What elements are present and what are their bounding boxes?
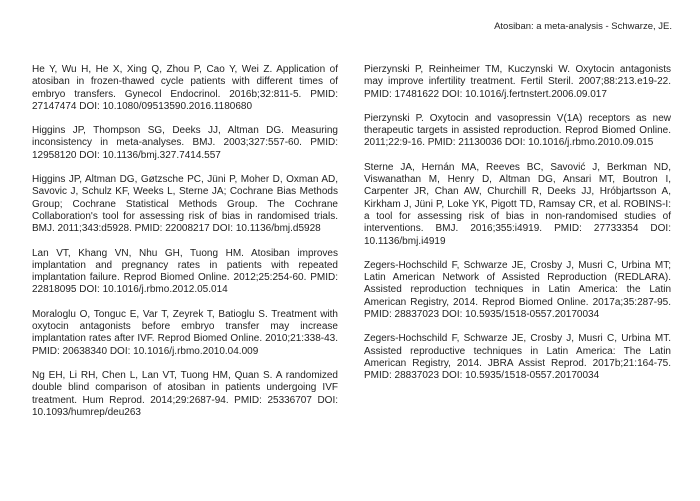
reference-entry: Pierzynski P, Reinheimer TM, Kuczynski W. Oxytocin antagonists may improve infertility treatment. Fertil Steril. 2007;88:213.e19-22. PMID: 17481622 DOI: 10.1016/j.fertnstert.2006.09.017 xyxy=(364,64,671,100)
reference-entry: Moraloglu O, Tonguc E, Var T, Zeyrek T, Batioglu S. Treatment with oxytocin antagonists before embryo transfer may increase implantation rates after IVF. Reprod Biomed Online. 2010;21:338-43. PMID: 20638340 DOI: 10.1016/j.rbmo.2010.04.009 xyxy=(32,308,338,357)
references-columns xyxy=(32,64,671,431)
reference-entry: Higgins JP, Altman DG, Gøtzsche PC, Jüni P, Moher D, Oxman AD, Savovic J, Schulz KF, Weeks L, Sterne JA; Cochrane Bias Methods Group; Cochrane Statistical Methods Group. The Cochrane Collaboration's tool for assessing risk of bias in randomised trials. BMJ. 2011;343:d5928. PMID: 22008217 DOI: 10.1136/bmj.d5928 xyxy=(32,174,338,235)
reference-entry: He Y, Wu H, He X, Xing Q, Zhou P, Cao Y, Wei Z. Application of atosiban in frozen-thawed cycle patients with different times of embryo transfers. Gynecol Endocrinol. 2016b;32:811-5. PMID: 27147474 DOI: 10.1080/09513590.2016.1180680 xyxy=(32,64,338,112)
reference-entry: Ng EH, Li RH, Chen L, Lan VT, Tuong HM, Quan S. A randomized double blind comparison of atosiban in patients undergoing IVF treatment. Hum Reprod. 2014;29:2687-94. PMID: 25336707 DOI: 10.1093/humrep/deu263 xyxy=(32,369,338,418)
reference-entry: Sterne JA, Hernán MA, Reeves BC, Savović J, Berkman ND, Viswanathan M, Henry D, Altman DG, Ansari MT, Boutron I, Carpenter JR, Chan AW, Churchill R, Deeks JJ, Hróbjartsson A, Kirkham J, Jüni P, Loke YK, Pigott TD, Ramsay CR, et al. ROBINS-I: a tool for assessing risk of bias in non-randomised studies of interventions. BMJ. 2016;355:i4919. PMID: 27733354 DOI: 10.1136/bmj.i4919 xyxy=(364,161,671,247)
references-column-right xyxy=(364,64,671,431)
reference-entry: Lan VT, Khang VN, Nhu GH, Tuong HM. Atosiban improves implantation and pregnancy rates in patients with repeated implantation failure. Reprod Biomed Online. 2012;25:254-60. PMID: 22818095 DOI: 10.1016/j.rbmo.2012.05.014 xyxy=(32,247,338,296)
reference-entry: Higgins JP, Thompson SG, Deeks JJ, Altman DG. Measuring inconsistency in meta-analyses. BMJ. 2003;327:557-60. PMID: 12958120 DOI: 10.1136/bmj.327.7414.557 xyxy=(32,125,338,161)
reference-entry: Zegers-Hochschild F, Schwarze JE, Crosby J, Musri C, Urbina MT. Assisted reproductive techniques in Latin America: The Latin American Registry, 2014. JBRA Assist Reprod. 2017b;21:164-75. PMID: 28837023 DOI: 10.5935/1518-0557.20170034 xyxy=(364,333,671,382)
references-column-left xyxy=(32,64,338,431)
running-header: Atosiban: a meta-analysis - Schwarze, JE. xyxy=(494,21,672,32)
reference-entry: Pierzynski P. Oxytocin and vasopressin V(1A) receptors as new therapeutic targets in assisted reproduction. Reprod Biomed Online. 2011;22:9-16. PMID: 21130036 DOI: 10.1016/j.rbmo.2010.09.015 xyxy=(364,112,671,149)
reference-entry: Zegers-Hochschild F, Schwarze JE, Crosby J, Musri C, Urbina MT; Latin American Network of Assisted Reproduction (REDLARA). Assisted reproduction techniques in Latin America: the Latin American Registry, 2014. Reprod Biomed Online. 2017a;35:287-95. PMID: 28837023 DOI: 10.5935/1518-0557.20170034 xyxy=(364,259,671,321)
